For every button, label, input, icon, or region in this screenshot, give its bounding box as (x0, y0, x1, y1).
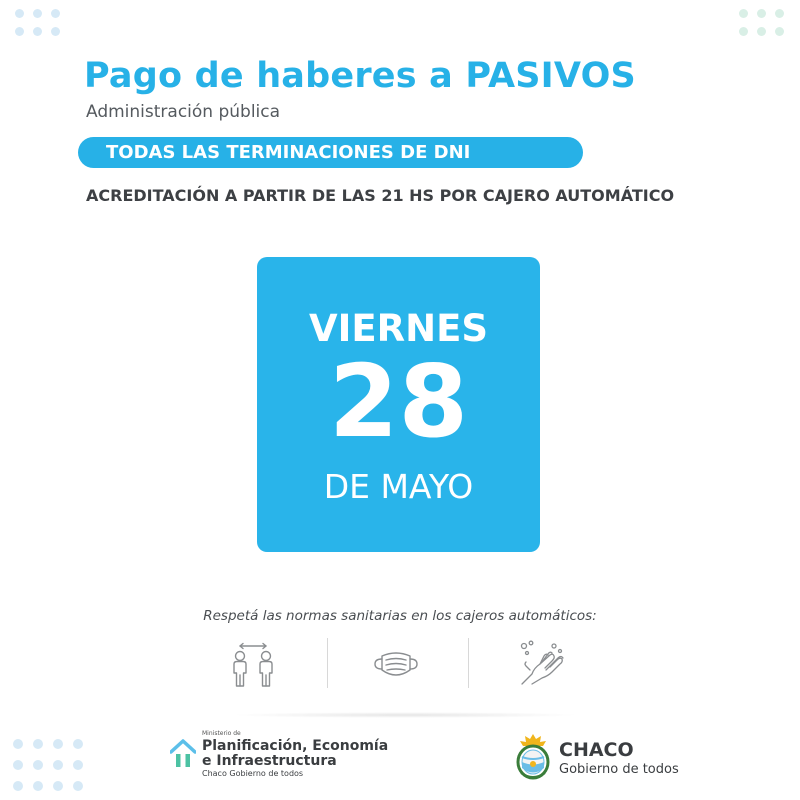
decorative-dots-top-right (739, 9, 784, 36)
date-day-number: 28 (328, 343, 469, 460)
icon-divider (468, 638, 469, 688)
sanitary-icons-row (0, 638, 800, 690)
house-icon (170, 739, 196, 769)
dni-banner-text: TODAS LAS TERMINACIONES DE DNI (106, 142, 471, 163)
hand-washing-icon (518, 640, 568, 688)
decorative-dots-bottom-left (13, 739, 83, 791)
date-month: DE MAYO (323, 467, 474, 506)
face-mask-icon (372, 648, 420, 682)
page-title: Pago de haberes a PASIVOS (84, 56, 636, 96)
ministry-name-line1: Planificación, Economía (202, 738, 389, 754)
separator-shadow (230, 712, 580, 718)
page-subtitle: Administración pública (86, 102, 281, 122)
payment-date-card (257, 257, 540, 552)
province-tagline: Gobierno de todos (559, 762, 679, 777)
ministry-name-line2: e Infraestructura (202, 753, 337, 769)
icon-divider (327, 638, 328, 688)
dni-banner (78, 137, 583, 168)
social-distance-icon (228, 642, 278, 688)
ministry-prefix: Ministerio de (202, 730, 241, 737)
ministry-tagline: Chaco Gobierno de todos (202, 769, 304, 778)
decorative-dots-top-left (15, 9, 60, 36)
provincial-seal-icon (513, 733, 553, 783)
date-weekday: VIERNES (308, 307, 489, 350)
province-name: CHACO (559, 739, 634, 761)
sanitary-notice: Respetá las normas sanitarias en los cajeros automáticos: (203, 608, 597, 624)
accreditation-notice: ACREDITACIÓN A PARTIR DE LAS 21 HS POR CAJERO AUTOMÁTICO (86, 186, 675, 205)
